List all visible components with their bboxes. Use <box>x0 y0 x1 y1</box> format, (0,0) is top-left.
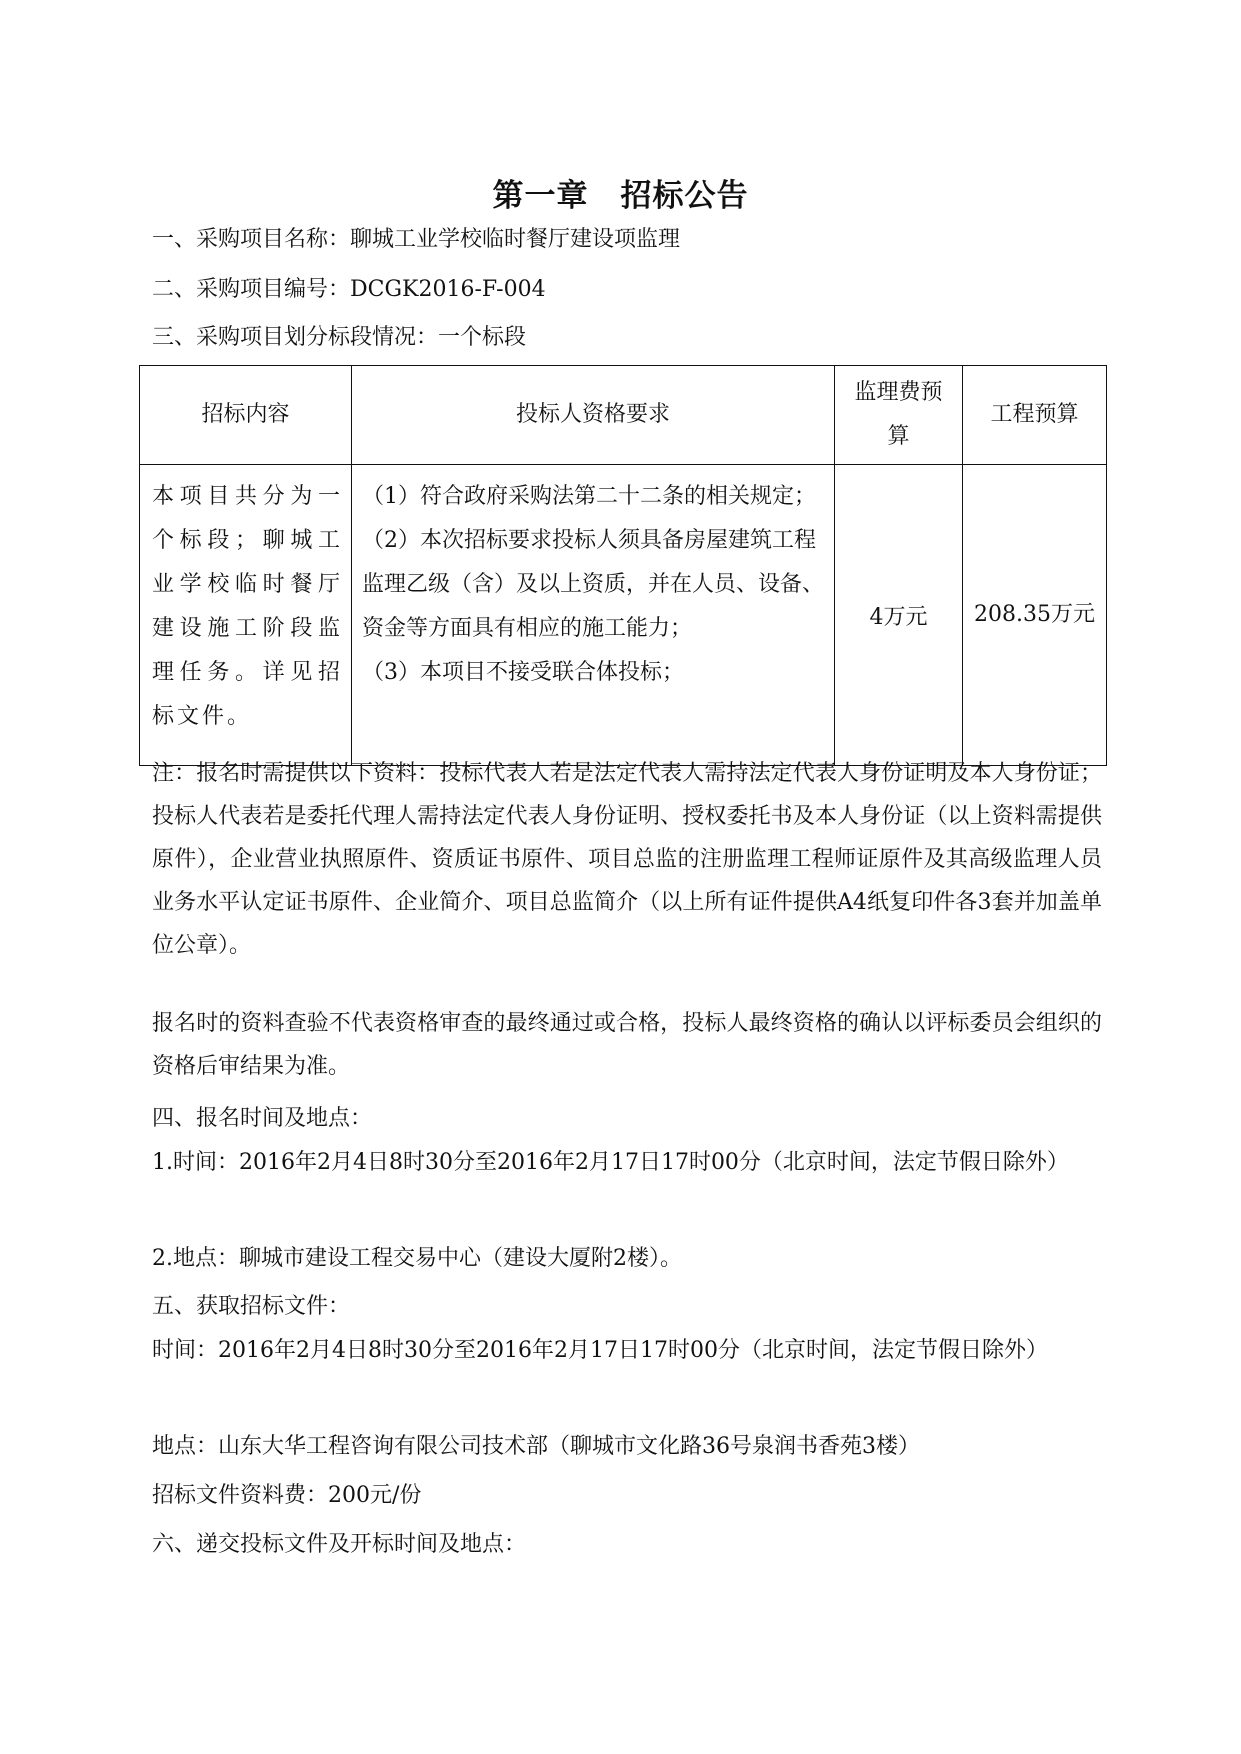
requirement-item: （2）本次招标要求投标人须具备房屋建筑工程监理乙级（含）及以上资质，并在人员、设备、资金等方面具有相应的施工能力； <box>362 528 825 641</box>
cell-project-budget: 208.35万元 <box>963 465 1107 766</box>
requirement-item: （3）本项目不接受联合体投标； <box>362 660 684 685</box>
cell-content: 本项目共分为一个标段；聊城工业学校临时餐厅建设施工阶段监理任务。详见招标文件。 <box>140 465 352 766</box>
table-row <box>140 465 1107 766</box>
obtain-fee: 招标文件资料费：200元/份 <box>152 1483 422 1508</box>
obtain-time: 时间：2016年2月4日8时30分至2016年2月17日17时00分（北京时间，法定节假日除外） <box>152 1338 1048 1363</box>
registration-place: 2.地点：聊城市建设工程交易中心（建设大厦附2楼）。 <box>152 1246 682 1271</box>
section-info: 三、采购项目划分标段情况：一个标段 <box>152 325 527 350</box>
header-project-budget: 工程预算 <box>963 366 1107 465</box>
requirement-item: （1）符合政府采购法第二十二条的相关规定； <box>362 484 816 509</box>
header-content: 招标内容 <box>140 366 352 465</box>
registration-heading: 四、报名时间及地点： <box>152 1106 373 1131</box>
project-code: 二、采购项目编号：DCGK2016-F-004 <box>152 277 546 302</box>
cell-requirements <box>352 465 835 766</box>
page-title: 第一章 招标公告 <box>492 178 749 214</box>
obtain-place: 地点：山东大华工程咨询有限公司技术部（聊城市文化路36号泉润书香苑3楼） <box>152 1434 920 1459</box>
submission-heading: 六、递交投标文件及开标时间及地点： <box>152 1532 527 1557</box>
bid-table <box>139 365 1107 766</box>
note-paragraph: 注：报名时需提供以下资料：投标代表人若是法定代表人需持法定代表人身份证明及本人身份证；投标人代表若是委托代理人需持法定代表人身份证明、授权委托书及本人身份证（以上资料需提供原件），企业营业执照原件、资质证书原件、项目总监的注册监理工程师证原件及其高级监理人员业务水平认定证书原件、企业简介、项目总监简介（以上所有证件提供A4纸复印件各3套并加盖单位公章）。 <box>152 761 1102 958</box>
header-requirements: 投标人资格要求 <box>352 366 835 465</box>
table-header-row <box>140 366 1107 465</box>
cell-supervision-budget: 4万元 <box>835 465 963 766</box>
header-supervision-budget: 监理费预算 <box>835 366 963 465</box>
review-note: 报名时的资料查验不代表资格审查的最终通过或合格，投标人最终资格的确认以评标委员会组织的资格后审结果为准。 <box>152 1011 1102 1079</box>
obtain-heading: 五、获取招标文件： <box>152 1294 351 1319</box>
registration-time: 1.时间：2016年2月4日8时30分至2016年2月17日17时00分（北京时间，法定节假日除外） <box>152 1150 1069 1175</box>
project-name: 一、采购项目名称：聊城工业学校临时餐厅建设项监理 <box>152 227 681 252</box>
